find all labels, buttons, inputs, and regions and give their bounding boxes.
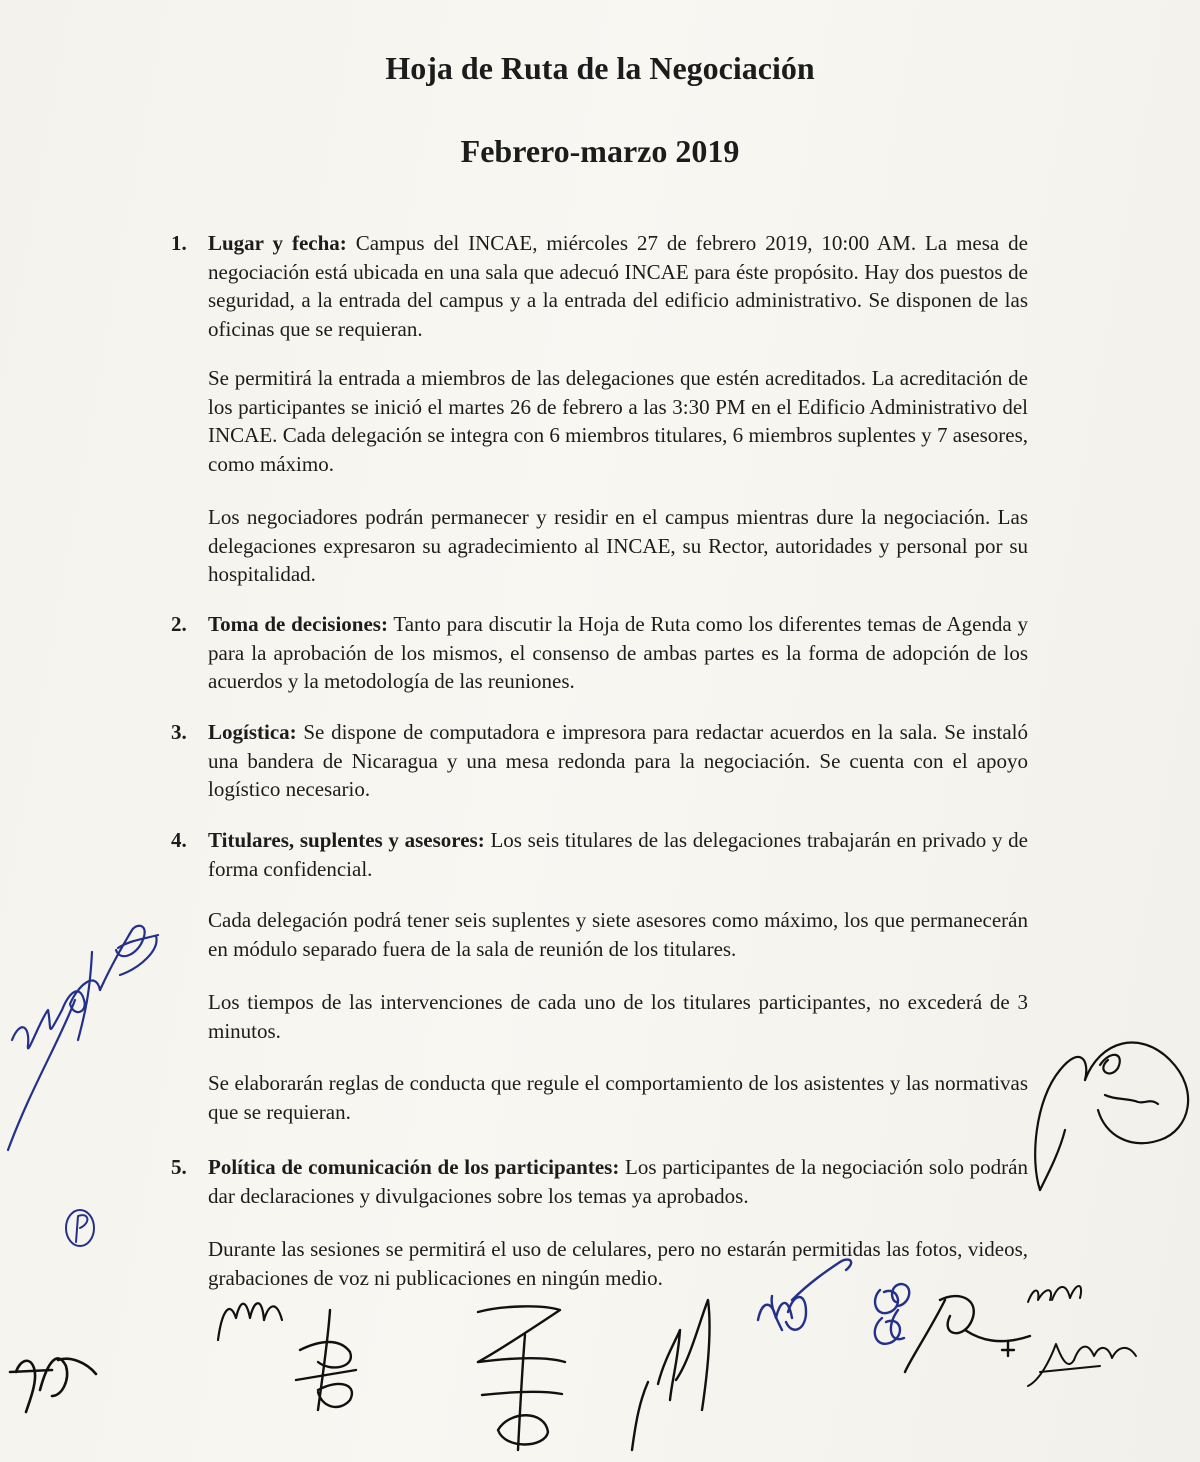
section-number: 5. — [171, 1155, 187, 1179]
signature-left-diagonal — [8, 926, 158, 1150]
signature-bottom-2 — [296, 1310, 356, 1410]
section-4-paragraph-3: Los tiempos de las intervenciones de cada uno de los titulares participantes, no excederá de 3 minutos. — [208, 990, 1028, 1043]
section-heading: Política de comunicación de los participantes: — [208, 1155, 620, 1179]
section-heading: Titulares, suplentes y asesores: — [208, 828, 485, 852]
section-heading: Logística: — [208, 720, 297, 744]
initials-p-circle — [66, 1210, 94, 1246]
section-text: Se dispone de computadora e impresora para redactar acuerdos en la sala. Se instaló una bandera de Nicaragua y una mesa redonda para la negociación. Se cuenta con el apoyo logístico necesario. — [208, 720, 1028, 802]
section-5-paragraph-2: Durante las sesiones se permitirá el uso de celulares, pero no estarán permitidas las fotos, videos, grabaciones de voz ni publicaciones en ningún medio. — [208, 1237, 1028, 1290]
section-text: Los seis titulares de las delegaciones trabajarán en privado y de forma confidencial. — [208, 828, 1029, 881]
signature-bottom-8 — [1028, 1286, 1081, 1302]
section-number: 2. — [171, 612, 187, 636]
signature-bottom-5 — [758, 1260, 851, 1330]
section-4-paragraph-4: Se elaborarán reglas de conducta que regule el comportamiento de los asistentes y las normativas que se requieran. — [208, 1071, 1028, 1124]
document-title: Hoja de Ruta de la Negociación — [385, 50, 815, 86]
section-text: Los participantes de la negociación solo podrán dar declaraciones y divulgaciones sobre los temas ya aprobados. — [208, 1155, 1028, 1208]
section-text: Campus del INCAE, miércoles 27 de febrero 2019, 10:00 AM. La mesa de negociación está ubicada en una sala que adecuó INCAE para éste propósito. Hay dos puestos de seguridad, a la entrada del campus y a la entrada del edificio administrativo. Se disponen de las oficinas que se requieran. — [208, 231, 1028, 341]
signature-bottom-9 — [1028, 1344, 1136, 1386]
signature-bottom-7 — [905, 1296, 1030, 1372]
section-number: 1. — [171, 231, 187, 255]
section-1-paragraph-3: Los negociadores podrán permanecer y residir en el campus mientras dure la negociación. Las delegaciones expresaron su agradecimiento al INCAE, su Rector, autoridades y personal por su hospitalidad. — [208, 505, 1028, 587]
signature-bottom-3 — [478, 1306, 565, 1450]
section-number: 4. — [171, 828, 187, 852]
section-1-paragraph-2: Se permitirá la entrada a miembros de las delegaciones que estén acreditados. La acreditación de los participantes se inició el martes 26 de febrero a las 3:30 PM en el Edificio Administrativo del INCAE. Cada delegación se integra con 6 miembros titulares, 6 miembros suplentes y 7 asesores, como máximo. — [208, 366, 1028, 476]
section-heading: Lugar y fecha: — [208, 231, 347, 255]
signature-bottom-6 — [875, 1284, 909, 1344]
section-4-paragraph-2: Cada delegación podrá tener seis suplentes y siete asesores como máximo, los que permanecerán en módulo separado fuera de la sala de reunión de los titulares. — [208, 908, 1028, 961]
signature-bottom-4 — [632, 1300, 710, 1450]
section-number: 3. — [171, 720, 187, 744]
signature-bottom-1 — [218, 1303, 282, 1340]
section-text: Tanto para discutir la Hoja de Ruta como los diferentes temas de Agenda y para la aprobación de los mismos, el consenso de ambas partes es la forma de adopción de los acuerdos y la metodología de las reuniones. — [208, 612, 1028, 694]
signature-bottom-left-corner — [10, 1358, 96, 1412]
section-heading: Toma de decisiones: — [208, 612, 388, 636]
signature-right-large — [1035, 1043, 1188, 1190]
document-subtitle: Febrero-marzo 2019 — [460, 133, 740, 169]
